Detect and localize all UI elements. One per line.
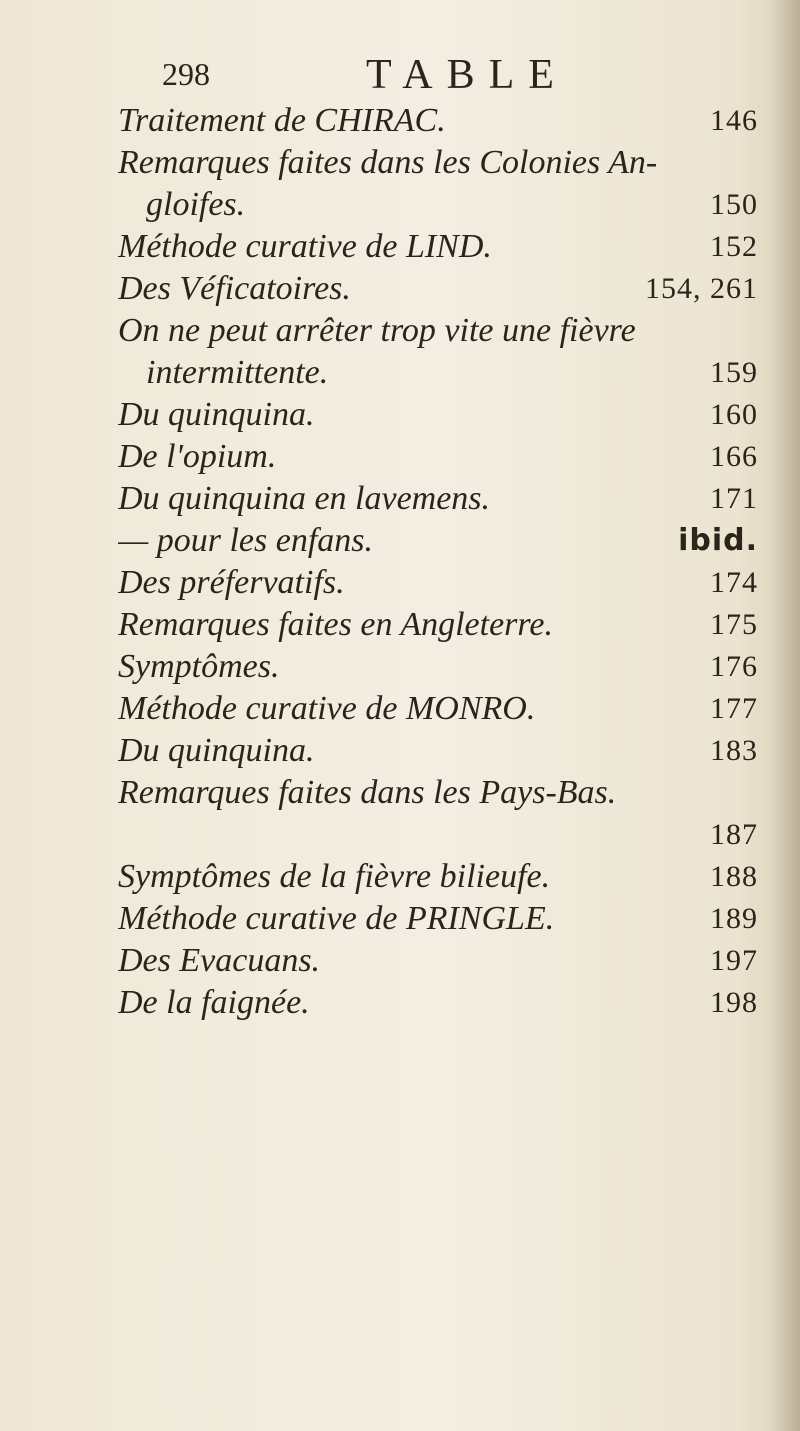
page-number: 298: [162, 56, 210, 92]
entry-page: 188: [710, 860, 758, 893]
entry-page: 171: [710, 482, 758, 515]
toc-entry: [118, 604, 758, 646]
toc-entry: [118, 772, 758, 814]
toc-entry-continuation: [118, 352, 758, 394]
toc-entry: [118, 268, 758, 310]
entry-label: Des Evacuans.: [118, 942, 321, 979]
toc-entry: [118, 142, 758, 184]
entry-page: 198: [710, 986, 758, 1019]
entry-label: gloifes.: [146, 186, 246, 223]
entry-label: Des préfervatifs.: [118, 564, 345, 601]
entry-page: 177: [710, 692, 758, 725]
toc-entry: [118, 646, 758, 688]
entry-label: Du quinquina en lavemens.: [118, 480, 491, 517]
entry-label: Méthode curative de MONRO.: [118, 690, 536, 727]
entry-page: 189: [710, 902, 758, 935]
entry-page: 187: [710, 818, 758, 851]
entry-label: Symptômes de la fièvre bilieufe.: [118, 858, 551, 895]
toc-entry: [118, 898, 758, 940]
entry-label: De la faignée.: [118, 984, 310, 1021]
entry-page: 183: [710, 734, 758, 767]
entry-page: 159: [710, 356, 758, 389]
entry-page: 150: [710, 188, 758, 221]
entry-label: De l'opium.: [118, 438, 277, 475]
entry-label: Méthode curative de LIND.: [118, 228, 492, 265]
entry-page: 152: [710, 230, 758, 263]
toc-entry: [118, 562, 758, 604]
toc-entry: [118, 226, 758, 268]
toc-entry: [118, 100, 758, 142]
entry-label: Remarques faites dans les Colonies An-: [118, 144, 658, 181]
toc-entry: [118, 394, 758, 436]
entry-page: 146: [710, 104, 758, 137]
page-edge-shadow: [772, 0, 800, 1431]
entry-page: 154, 261: [645, 272, 758, 305]
entry-label: Méthode curative de PRINGLE.: [118, 900, 555, 937]
entry-page-ibid: ibid.: [678, 523, 758, 558]
entry-page: 174: [710, 566, 758, 599]
toc-entry: [118, 730, 758, 772]
entry-page: 166: [710, 440, 758, 473]
entry-page: 175: [710, 608, 758, 641]
toc-entry: [118, 856, 758, 898]
entry-label: Du quinquina.: [118, 396, 315, 433]
entry-page: 176: [710, 650, 758, 683]
entry-label: intermittente.: [146, 354, 329, 391]
table-of-contents: [118, 100, 758, 1024]
entry-label: Remarques faites en Angleterre.: [118, 606, 553, 643]
running-title: TABLE: [366, 52, 568, 98]
entry-page: 160: [710, 398, 758, 431]
entry-label: Symptômes.: [118, 648, 280, 685]
entry-label: — pour les enfans.: [118, 522, 373, 559]
toc-entry: [118, 688, 758, 730]
entry-page: 197: [710, 944, 758, 977]
toc-entry: [118, 436, 758, 478]
toc-entry: [118, 310, 758, 352]
toc-entry-continuation: [118, 184, 758, 226]
toc-entry: [118, 520, 758, 562]
toc-entry: [118, 478, 758, 520]
entry-label: On ne peut arrêter trop vite une fièvre: [118, 312, 636, 349]
entry-label: Traitement de CHIRAC.: [118, 102, 446, 139]
entry-label: Remarques faites dans les Pays-Bas.: [118, 774, 617, 811]
toc-entry: [118, 982, 758, 1024]
entry-label: Du quinquina.: [118, 732, 315, 769]
entry-label: Des Véficatoires.: [118, 270, 351, 307]
toc-entry-page-only: [118, 814, 758, 856]
toc-entry: [118, 940, 758, 982]
